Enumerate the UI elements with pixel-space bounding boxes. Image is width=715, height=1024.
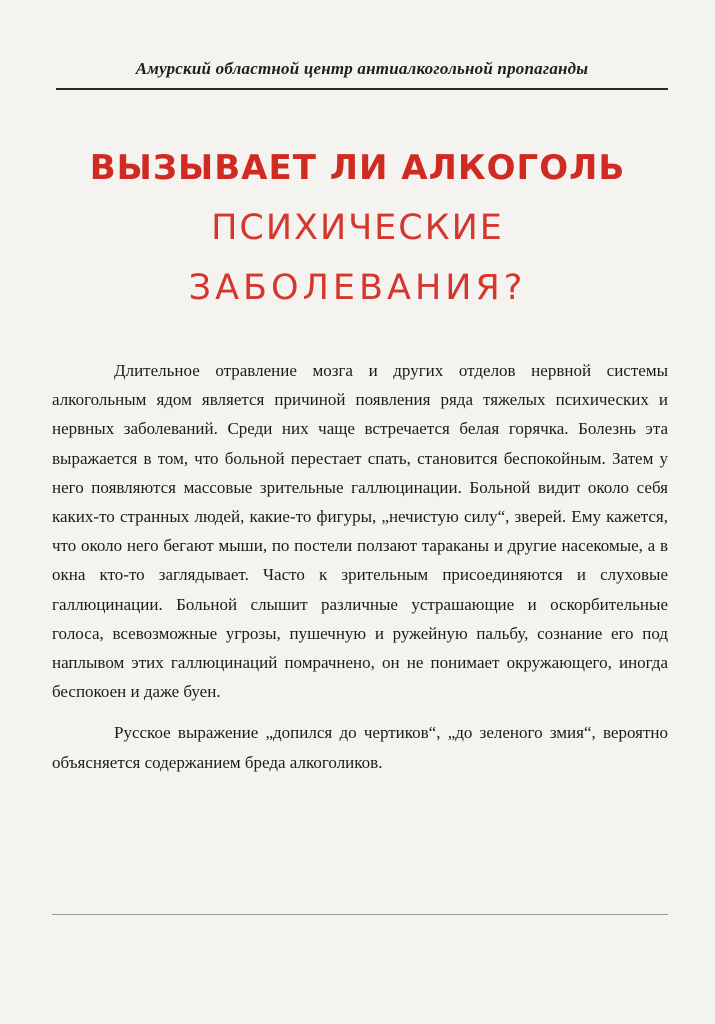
footer-divider bbox=[52, 914, 668, 915]
title-line-3: ЗАБОЛЕВАНИЯ? bbox=[188, 268, 527, 308]
organization-name: Амурский областной центр антиалкогольной пропаганды bbox=[135, 59, 589, 78]
header-bar bbox=[56, 56, 668, 90]
title-line-2: ПСИХИЧЕСКИЕ bbox=[211, 208, 504, 248]
title-line-1: ВЫЗЫВАЕТ ЛИ АЛКОГОЛЬ bbox=[89, 148, 626, 188]
paragraph-1: Длительное отравление мозга и других отделов нервной системы алкогольным ядом является причиной появления ряда тяжелых психических и нервных заболеваний. Среди них чаще встречается белая горячка. Болезнь эта выражается в том, что больной перестает спать, становится беспокойным. Затем у него появляются массовые зрительные галлюцинации. Больной видит около себя каких-то странных людей, какие-то фигуры, „нечистую силу“, зверей. Ему кажется, что около него бегают мыши, по постели ползают тараканы и другие насекомые, а в окна кто-то заглядывает. Часто к зрительным присоединяются и слуховые галлюцинации. Больной слышит различные устрашающие и оскорбительные голоса, всевозможные угрозы, пушечную и ружейную пальбу, сознание его под наплывом этих галлюцинаций помрачнено, он не понимает окружающего, иногда беспокоен и даже буен. bbox=[52, 361, 668, 702]
body-text bbox=[52, 356, 668, 777]
paragraph-2: Русское выражение „допился до чертиков“, „до зеленого змия“, вероятно объясняется содержанием бреда алкоголиков. bbox=[52, 723, 668, 772]
